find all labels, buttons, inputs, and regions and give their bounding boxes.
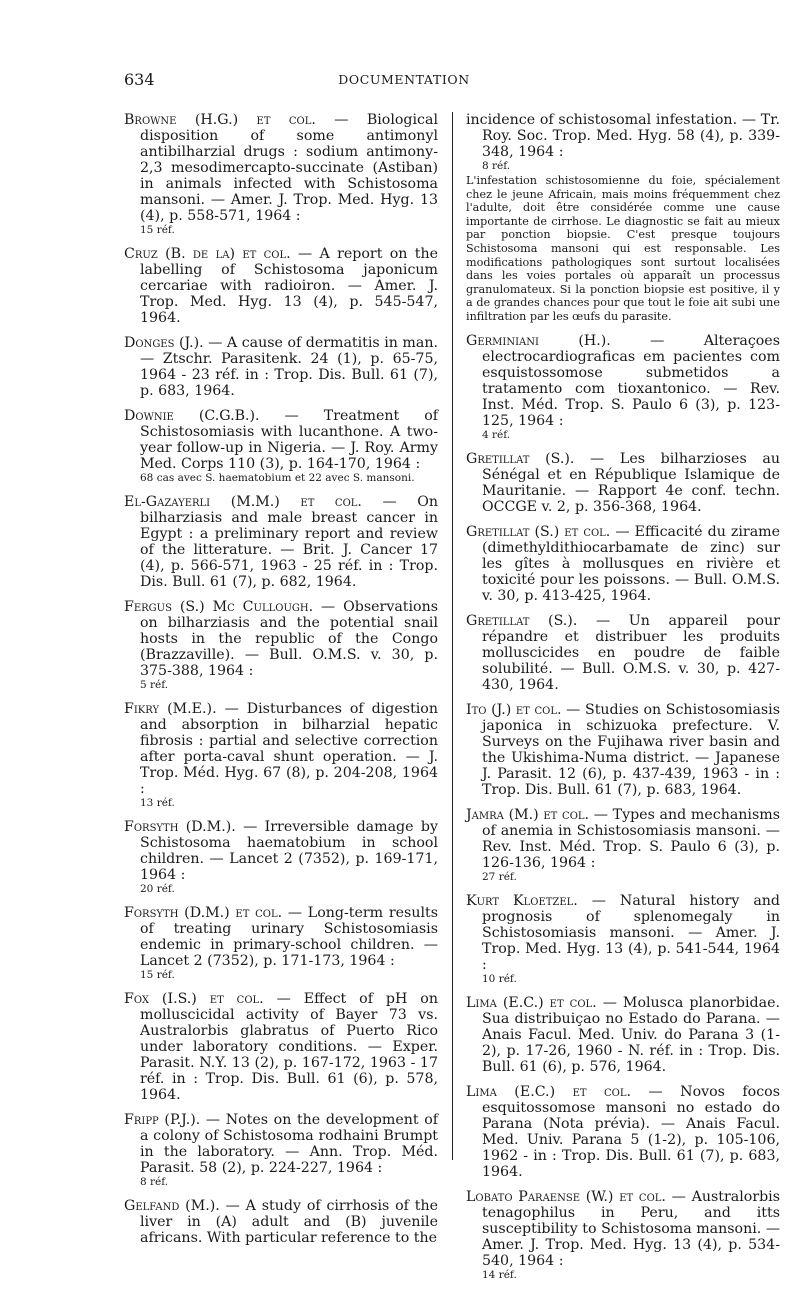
bibliography-entry	[466, 1189, 780, 1282]
entry-note: 15 réf.	[140, 969, 175, 981]
entry-title: — Biological disposition of some antimonyl antibilharzial drugs : sodium antimony-2,3 mesodimercapto-succinate (Astiban) in animals infected with Schistosoma mansoni.	[140, 112, 438, 208]
entry-author: Fripp (P.J.).	[124, 1112, 201, 1128]
bibliography-entry	[124, 1198, 438, 1246]
bibliography-entry	[466, 524, 780, 604]
bibliography-entry	[466, 1084, 780, 1180]
bibliography-entry	[124, 599, 438, 692]
right-column	[466, 112, 780, 1291]
entry-citation: — Amer. J. Trop. Med. Hyg. 13 (4), p. 545-547, 1964.	[140, 278, 438, 326]
entry-citation: — Amer. J. Trop. Med. Hyg. 13 (4), p. 534-540, 1964 :	[482, 1220, 781, 1269]
entry-note: 27 réf.	[482, 870, 517, 883]
entry-title: — Un appareil pour répandre et distribuer les produits molluscicides en poudre de faible solubilité.	[482, 612, 780, 677]
bibliography-entry	[466, 893, 780, 986]
entry-citation: — Tr. Roy. Soc. Trop. Med. Hyg. 58 (4), p. 339-348, 1964 :	[482, 112, 781, 160]
entry-author: Fikry (M.E.).	[124, 701, 217, 717]
entry-title: — Australorbis tenagophilus in Peru, and itts susceptibility to Schistosoma mansoni.	[482, 1188, 780, 1237]
bibliography-entry	[466, 112, 780, 324]
entry-title: — A study of cirrhosis of the liver in (A) adult and (B) juvenile africans. With particular reference to the	[140, 1198, 438, 1246]
entry-author: Cruz (B. de la) et col.	[124, 246, 291, 262]
entry-citation: — Ann. Trop. Méd. Parasit. 58 (2), p. 224-227, 1964 :	[140, 1144, 438, 1176]
bibliography-entry	[124, 819, 438, 896]
entry-citation: — Anais Facul. Med. Univ. Parana 5 (1-2), p. 105-106, 1962 - in : Trop. Dis. Bull. 61 (7), p. 683, 1964.	[482, 1115, 780, 1180]
entry-author: Jamra (M.) et col.	[466, 806, 590, 823]
entry-citation: — J. Trop. Méd. Hyg. 67 (8), p. 204-208, 1964 :	[140, 749, 438, 797]
entry-author: Fergus (S.) Mc Cullough.	[124, 599, 314, 615]
entry-citation: — Japanese J. Parasit. 12 (6), p. 437-439, 1963 - in : Trop. Dis. Bull. 61 (7), p. 683, 1964.	[482, 749, 780, 798]
entry-citation: — Lancet 2 (7352), p. 169-171, 1964 :	[140, 851, 438, 883]
entry-author: Germiniani (H.).	[466, 332, 611, 349]
entry-author: Donges (J.).	[124, 335, 204, 351]
entry-citation: — Bull. O.M.S. v. 30, p. 427-430, 1964.	[482, 660, 780, 693]
bibliography-entry	[466, 613, 780, 693]
page-header	[124, 70, 684, 92]
entry-author: Gretillat (S.) et col.	[466, 523, 611, 540]
entry-citation: — Amer. J. Trop. Med. Hyg. 13 (4), p. 558-571, 1964 :	[140, 192, 438, 224]
entry-author: Ito (J.) et col.	[466, 701, 562, 718]
entry-title: incidence of schistosomal infestation.	[466, 112, 738, 128]
entry-author: Forsyth (D.M.) et col.	[124, 905, 283, 921]
entry-title: — Irreversible damage by Schistosoma haematobium in school children.	[140, 819, 438, 867]
entry-title: — Types and mechanisms of anemia in Schistosomiasis mansoni.	[482, 806, 780, 839]
entry-author: Kurt Kloetzel.	[466, 892, 578, 909]
page-number: 634	[124, 70, 155, 89]
entry-citation: — J. Roy. Army Med. Corps 110 (3), p. 164-170, 1964 :	[140, 440, 439, 472]
entry-title: — A report on the labelling of Schistosoma japonicum cercariae with radioiron.	[140, 246, 438, 294]
entry-note: 13 réf.	[140, 797, 175, 809]
bibliography-entry	[124, 905, 438, 982]
entry-title: — A cause of dermatitis in man.	[203, 335, 438, 351]
entry-citation: — Anais Facul. Med. Univ. do Parana 3 (1-2), p. 17-26, 1960 - N. réf. in : Trop. Dis. Bull. 61 (6), p. 576, 1964.	[482, 1010, 780, 1075]
entry-citation: — Lancet 2 (7352), p. 171-173, 1964 :	[140, 937, 438, 969]
entry-citation: — Brit. J. Cancer 17 (4), p. 566-571, 1963 - 25 réf. in : Trop. Dis. Bull. 61 (7), p. 682, 1964.	[140, 542, 438, 590]
entry-author: Fox (I.S.) et col.	[124, 991, 264, 1007]
bibliography-entry	[124, 494, 438, 590]
bibliography-entry	[124, 408, 438, 485]
entry-note: 8 réf.	[140, 1176, 169, 1188]
bibliography-entry	[466, 995, 780, 1075]
entry-citation: — Rapport 4e conf. techn. OCCGE v. 2, p. 356-368, 1964.	[482, 482, 780, 515]
entry-author: Lima (E.C.) et col.	[466, 1083, 632, 1100]
entry-citation: — Amer. J. Trop. Med. Hyg. 13 (4), p. 541-544, 1964 :	[482, 924, 780, 973]
entry-author: Lobato Paraense (W.) et col.	[466, 1188, 666, 1205]
entry-citation: — Bull. O.M.S. v. 30, p. 413-425, 1964.	[482, 571, 780, 604]
entry-note: 8 réf.	[482, 160, 511, 172]
entry-citation: — Bull. O.M.S. v. 30, p. 375-388, 1964 :	[140, 647, 438, 679]
entry-abstract: L'infestation schistosomienne du foie, spécialement chez le jeune Africain, mais moins fréquemment chez l'adulte, doit être considérée comme une cause importante de cirrhose. Le diagnostic se fait au mieux par ponction biopsie. C'est presque toujours Schistosoma mansoni qui est responsable. Les modifications pathologiques sont surtout localisées dans les voies portales où apparaît un processus granulomateux. Si la ponction biopsie est positive, il y a de grandes chances pour que tout le foie ait subi une infiltration par les œufs du parasite.	[466, 174, 780, 323]
entry-citation: — Rev. Inst. Méd. Trop. S. Paulo 6 (3), p. 123-125, 1964 :	[482, 380, 780, 429]
entry-title: — Les bilharzioses au Sénégal et en République Islamique de Mauritanie.	[482, 450, 780, 499]
entry-title: — Novos focos esquitossomose mansoni no estado do Parana (Nota prévia).	[482, 1083, 780, 1132]
entry-author: Gelfand (M.).	[124, 1198, 220, 1214]
bibliography-entry	[124, 701, 438, 810]
bibliography-entry	[124, 112, 438, 237]
entry-author: Gretillat (S.).	[466, 450, 575, 467]
bibliography-entry	[466, 333, 780, 442]
running-title: DOCUMENTATION	[338, 72, 470, 87]
bibliography-entry	[124, 246, 438, 326]
bibliography-entry	[466, 451, 780, 515]
entry-title: — Natural history and prognosis of splenomegaly in Schistosomiasis mansoni.	[482, 892, 781, 941]
entry-note: 10 réf.	[482, 972, 517, 985]
entry-note: 20 réf.	[140, 883, 175, 895]
entry-title: — Disturbances of digestion and absorption in bilharzial hepatic fibrosis : partial and selective correction after porta-caval shunt operation.	[140, 701, 438, 765]
entry-author: Lima (E.C.) et col.	[466, 994, 597, 1011]
entry-author: Gretillat (S.).	[466, 612, 578, 629]
entry-author: Downie (C.G.B.).	[124, 408, 260, 424]
entry-author: Forsyth (D.M.).	[124, 819, 236, 835]
entry-citation: — Rev. Inst. Méd. Trop. S. Paulo 6 (3), p. 126-136, 1964 :	[482, 822, 780, 871]
entry-citation: — Ztschr. Parasitenk. 24 (1), p. 65-75, 1964 - 23 réf. in : Trop. Dis. Bull. 61 (7), p. 683, 1964.	[140, 351, 438, 399]
bibliography-entry	[124, 335, 438, 399]
entry-title: — Effect of pH on molluscicidal activity of Bayer 73 vs. Australorbis glabratus of Puerto Rico under laboratory conditions.	[140, 991, 438, 1055]
entry-title: — Efficacité du zirame (dimethyldithiocarbamate de zinc) sur les gîtes à mollusques en rivière et toxicité pour les poissons.	[482, 523, 780, 588]
column-divider	[452, 112, 453, 1160]
entry-title: — On bilharziasis and male breast cancer in Egypt : a preliminary report and review of the litterature.	[140, 494, 438, 558]
bibliography-entry	[124, 1112, 438, 1189]
entry-note: 14 réf.	[482, 1268, 517, 1281]
bibliography-entry	[466, 807, 780, 884]
entry-author: Browne (H.G.) et col.	[124, 112, 316, 128]
entry-author: El-Gazayerli (M.M.) et col.	[124, 494, 362, 510]
entry-title: — Studies on Schistosomiasis japonica in schizuoka prefecture. V. Surveys on the Fujihawa river basin and the Ukishima-Numa district.	[482, 701, 781, 766]
entry-title: — Long-term results of treating urinary Schistosomiasis endemic in primary-school children.	[140, 905, 438, 953]
entry-title: — Notes on the development of a colony of Schistosoma rodhaini Brumpt in the laboratory.	[140, 1112, 438, 1160]
entry-note: 68 cas avec S. haematobium et 22 avec S. mansoni.	[140, 472, 415, 484]
entry-note: 15 réf.	[140, 224, 175, 236]
entry-title: — Observations on bilharziasis and the potential snail hosts in the republic of the Congo (Brazzaville).	[140, 599, 438, 663]
bibliography-entry	[124, 991, 438, 1103]
entry-title: — Molusca planorbidae. Sua distribuiçao no Estado do Parana.	[482, 994, 780, 1027]
left-column	[124, 112, 438, 1255]
entry-citation: — Exper. Parasit. N.Y. 13 (2), p. 167-172, 1963 - 17 réf. in : Trop. Dis. Bull. 61 (6), p. 578, 1964.	[140, 1039, 438, 1103]
entry-note: 5 réf.	[140, 679, 169, 691]
bibliography-entry	[466, 702, 780, 798]
entry-title: — Treatment of Schistosomiasis with lucanthone. A two-year follow-up in Nigeria.	[140, 408, 439, 456]
entry-title: — Alteraçoes electrocardiograficas em pacientes com esquistossomose submetidos a tratamento com tioxantonico.	[482, 332, 780, 397]
entry-note: 4 réf.	[482, 428, 511, 441]
